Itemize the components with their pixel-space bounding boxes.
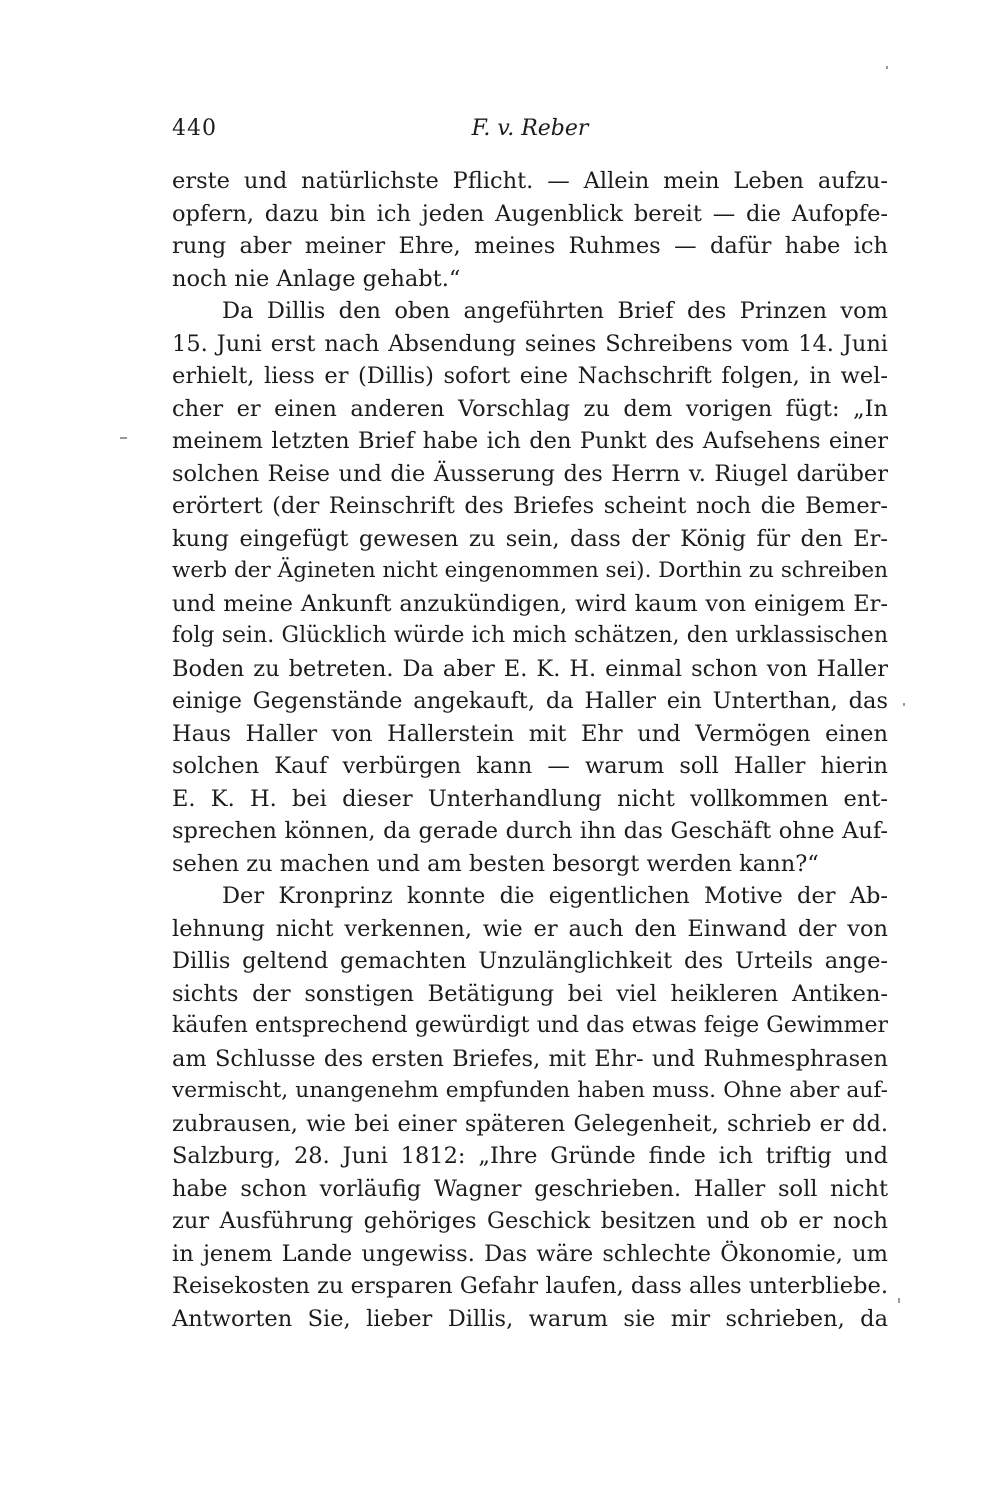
text-line: Da Dillis den oben angeführten Brief des Prinzen vom [222,298,888,324]
text-line: käufen entsprechend gewürdigt und das etwas feige Gewimmer [172,1013,888,1038]
text-line: sehen zu machen und am besten besorgt werden kann?“ [172,850,819,877]
text-line: sprechen können, da gerade durch ihn das Geschäft ohne Auf- [172,818,888,844]
text-line: habe schon vorläufig Wagner geschrieben. Haller soll nicht [172,1175,888,1202]
text-line: sichts der sonstigen Betätigung bei viel heikleren Antiken- [172,980,888,1007]
scan-mark [886,66,888,69]
text-line: Der Kronprinz konnte die eigentlichen Motive der Ab- [222,883,888,909]
text-line: noch nie Anlage gehabt.“ [172,265,461,292]
text-line: solchen Reise und die Äusserung des Herrn v. Riugel darüber [172,460,888,487]
text-line: einige Gegenstände angekauft, da Haller ein Unterthan, das [172,688,888,714]
text-line: und meine Ankunft anzukündigen, wird kaum von einigem Er- [172,590,888,617]
text-line: am Schlusse des ersten Briefes, mit Ehr- und Ruhmesphrasen [172,1045,888,1072]
text-line: 15. Juni erst nach Absendung seines Schreibens vom 14. Juni [172,330,888,357]
scan-mark [898,1298,900,1303]
text-line: Dillis geltend gemachten Unzulänglichkeit des Urteils ange- [172,948,888,974]
text-line: Antworten Sie, lieber Dillis, warum sie mir schrieben, da [172,1305,888,1332]
text-line: erörtert (der Reinschrift des Briefes scheint noch die Bemer- [172,493,888,519]
text-line: meinem letzten Brief habe ich den Punkt des Aufsehens einer [172,428,888,454]
text-line: werb der Ägineten nicht eingenommen sei). Dorthin zu schreiben [172,558,888,583]
scan-mark [120,437,127,439]
page-header [172,116,888,146]
text-line: Boden zu betreten. Da aber E. K. H. einmal schon von Haller [172,655,888,682]
text-line: erste und natürlichste Pflicht. — Allein mein Leben aufzu- [172,168,888,194]
text-line: zur Ausführung gehöriges Geschick besitzen und ob er noch [172,1208,888,1234]
text-line: Salzburg, 28. Juni 1812: „Ihre Gründe finde ich triftig und [172,1143,888,1169]
text-line: in jenem Lande ungewiss. Das wäre schlechte Ökonomie, um [172,1240,888,1267]
text-line: kung eingefügt gewesen zu sein, dass der König für den Er- [172,525,888,552]
text-line: vermischt, unangenehm empfunden haben muss. Ohne aber auf- [172,1078,888,1103]
body-text [172,165,888,1335]
text-line: opfern, dazu bin ich jeden Augenblick bereit — die Aufopfe- [172,200,888,227]
text-line: rung aber meiner Ehre, meines Ruhmes — dafür habe ich [172,233,888,259]
text-line: erhielt, liess er (Dillis) sofort eine Nachschrift folgen, in wel- [172,363,888,389]
text-line: cher er einen anderen Vorschlag zu dem vorigen fügt: „In [172,395,888,422]
text-line: Haus Haller von Hallerstein mit Ehr und Vermögen einen [172,720,888,747]
running-head: F. v. Reber [471,116,589,141]
text-line: lehnung nicht verkennen, wie er auch den Einwand der von [172,915,888,942]
text-line: E. K. H. bei dieser Unterhandlung nicht vollkommen ent- [172,785,888,812]
text-line: solchen Kauf verbürgen kann — warum soll Haller hierin [172,753,888,779]
text-line: zubrausen, wie bei einer späteren Gelegenheit, schrieb er dd. [172,1110,888,1137]
text-line: folg sein. Glücklich würde ich mich schätzen, den urklassischen [172,623,888,648]
scan-mark [903,703,905,706]
page-number: 440 [172,116,217,141]
text-line: Reisekosten zu ersparen Gefahr laufen, dass alles unterbliebe. [172,1273,888,1299]
